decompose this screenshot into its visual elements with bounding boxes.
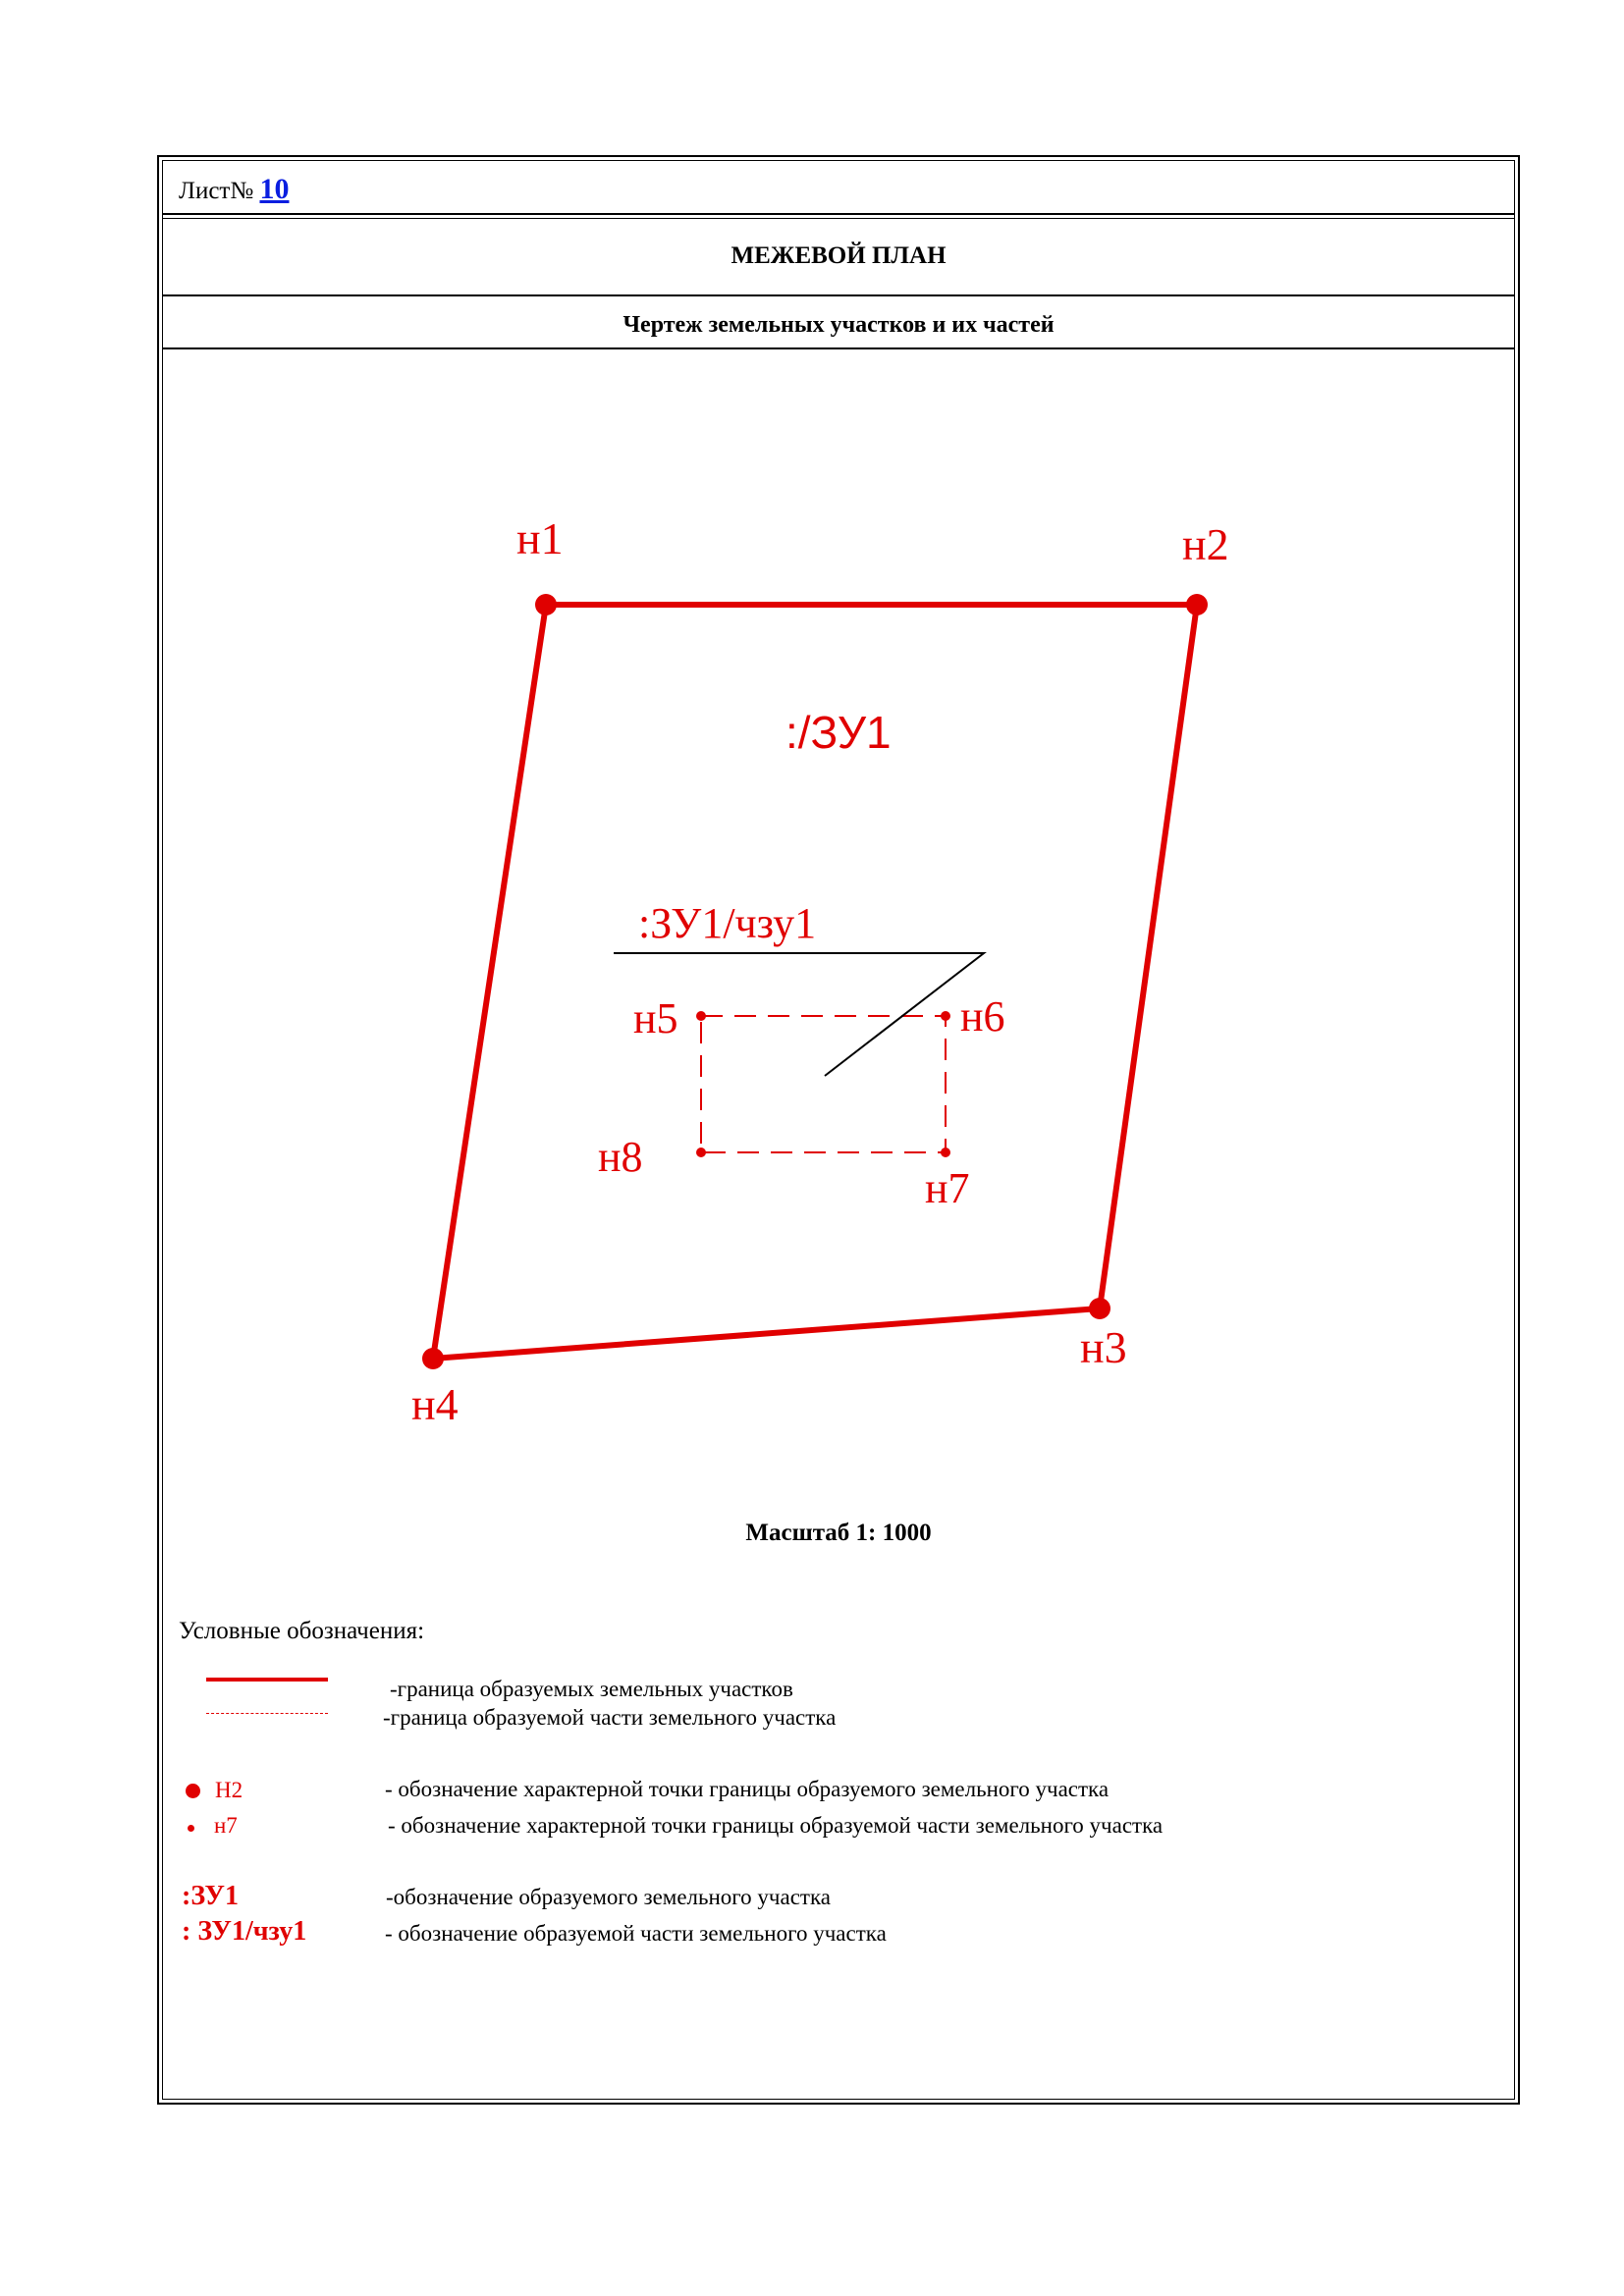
page-title: МЕЖЕВОЙ ПЛАН	[731, 242, 947, 269]
legend-symbol-parcel: :ЗУ1	[182, 1881, 239, 1911]
point-n4-marker	[422, 1348, 444, 1369]
point-label-n8: н8	[598, 1133, 643, 1181]
legend-text-part-point: - обозначение характерной точки границы образуемой части земельного участка	[388, 1813, 1164, 1838]
point-label-n6: н6	[960, 992, 1005, 1041]
legend-text-parcel-point: - обозначение характерной точки границы образуемого земельного участка	[385, 1777, 1110, 1801]
sheet-label-text: Лист№	[179, 178, 254, 204]
point-n8-marker	[696, 1148, 706, 1157]
point-n3-marker	[1089, 1298, 1110, 1319]
point-n7-marker	[941, 1148, 950, 1157]
point-label-n7: н7	[925, 1164, 970, 1212]
document-frame	[157, 155, 1520, 2105]
legend-text-part-designation: - обозначение образуемой части земельного участка	[385, 1921, 887, 1946]
legend-large-point-sample	[186, 1784, 200, 1798]
part-boundary	[701, 1016, 946, 1152]
page-subtitle: Чертеж земельных участков и их частей	[623, 312, 1055, 338]
legend-text-parcel-designation: -обозначение образуемого земельного участка	[386, 1885, 831, 1909]
legend-symbol-point-n2: Н2	[215, 1778, 244, 1802]
point-label-n1: н1	[516, 513, 564, 563]
point-label-n2: н2	[1182, 519, 1229, 569]
point-n2-marker	[1186, 594, 1208, 615]
legend-dashed-line-sample	[206, 1713, 328, 1714]
point-label-n5: н5	[633, 994, 678, 1042]
part-label: :ЗУ1/чзу1	[638, 899, 817, 947]
legend-title: Условные обозначения:	[179, 1618, 425, 1644]
sheet-number-link[interactable]: 10	[259, 173, 290, 205]
legend-symbol-part: : ЗУ1/чзу1	[182, 1916, 307, 1947]
document-inner-frame	[162, 160, 1515, 2100]
scale-label: Масштаб 1: 1000	[745, 1520, 932, 1546]
point-n1-marker	[535, 594, 557, 615]
legend-small-point-sample	[188, 1825, 194, 1832]
point-n6-marker	[941, 1011, 950, 1021]
legend-text-parcel-boundary: -граница образуемых земельных участков	[390, 1677, 793, 1701]
point-label-n3: н3	[1080, 1322, 1127, 1372]
legend-symbol-point-n7: н7	[214, 1813, 238, 1838]
legend-solid-line-sample	[206, 1678, 328, 1682]
point-n5-marker	[696, 1011, 706, 1021]
point-label-n4: н4	[411, 1379, 459, 1429]
legend-text-part-boundary: -граница образуемой части земельного участка	[383, 1705, 837, 1730]
parcel-label: :/ЗУ1	[785, 707, 892, 758]
